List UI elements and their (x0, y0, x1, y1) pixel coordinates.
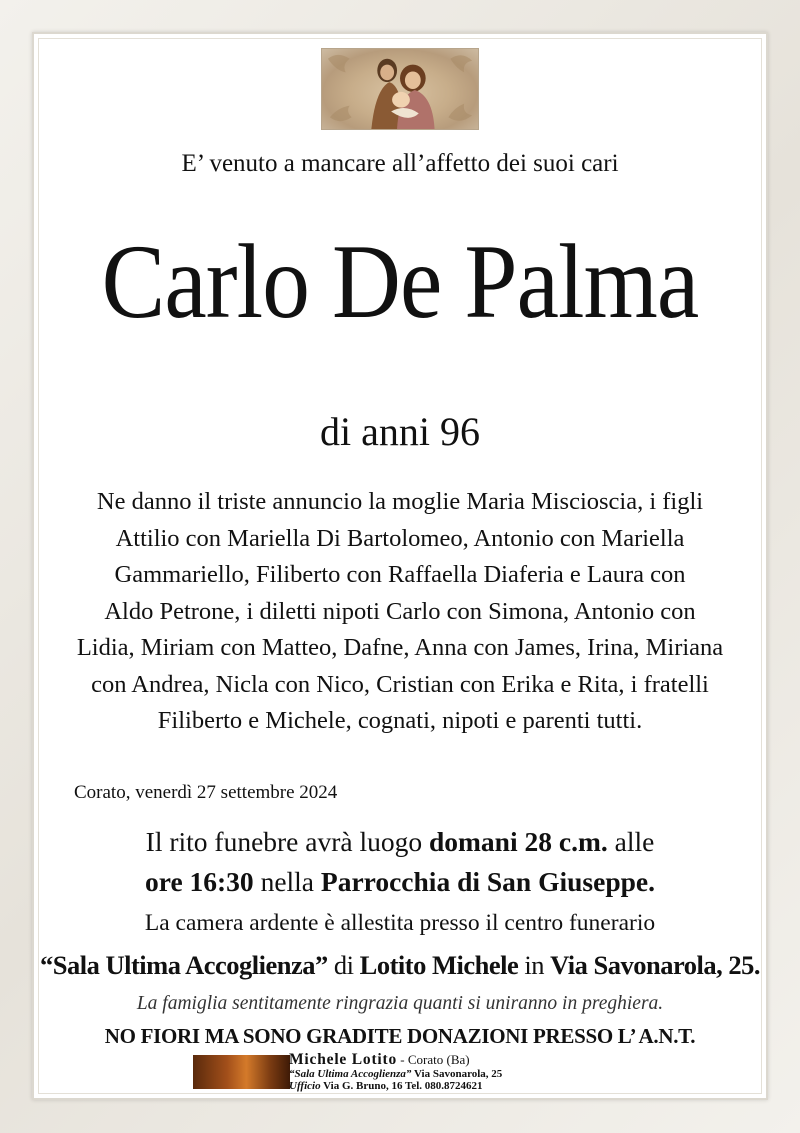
footer-office-line (289, 1080, 502, 1092)
funeral-home-logo-icon (193, 1055, 290, 1089)
rite-line-1 (0, 826, 800, 858)
footer-office-label: Ufficio (289, 1080, 321, 1092)
rite-text: nella (253, 866, 321, 897)
sala-address: Via Savonarola, 25. (550, 950, 761, 980)
deceased-name: Carlo De Palma (101, 223, 699, 340)
footer-text-block (289, 1052, 502, 1092)
footer-city: - Corato (Ba) (397, 1052, 470, 1067)
funeral-home-footer (193, 1052, 613, 1092)
rite-text: Il rito funebre avrà luogo (145, 826, 429, 857)
footer-sala-name: “Sala Ultima Accoglienza” (289, 1068, 412, 1080)
camera-ardente-text: La camera ardente è allestita presso il centro funerario (144, 910, 656, 936)
rite-time: ore 16:30 (144, 866, 254, 897)
no-flowers-text (0, 1024, 800, 1049)
footer-sala-line (289, 1068, 502, 1080)
footer-brand: Michele Lotito (289, 1051, 398, 1068)
sala-line (0, 950, 800, 981)
announcement-paragraph (60, 484, 740, 740)
sala-text: in (518, 950, 551, 980)
footer-brand-line (289, 1052, 502, 1068)
rite-text: alle (607, 826, 655, 857)
rite-date: domani 28 c.m. (428, 826, 608, 857)
footer-office-address: Via G. Bruno, 16 Tel. 080.8724621 (320, 1080, 483, 1092)
announcement-line: Aldo Petrone, i diletti nipoti Carlo con Simona, Antonio con (104, 597, 696, 625)
announcement-line: Gammariello, Filiberto con Raffaella Diaferia e Laura con (114, 561, 686, 588)
announcement-line: Lidia, Miriam con Matteo, Dafne, Anna con James, Irina, Miriana (76, 634, 724, 661)
place-date: Corato, venerdì 27 settembre 2024 (74, 782, 338, 803)
holy-family-icon (321, 48, 479, 130)
footer-sala-address: Via Savonarola, 25 (411, 1068, 503, 1080)
announcement-line: con Andrea, Nicla con Nico, Cristian con Erika e Rita, i fratelli (91, 670, 709, 698)
sala-text: di (327, 950, 360, 980)
announcement-line: Attilio con Mariella Di Bartolomeo, Antonio con Mariella (115, 524, 685, 552)
deceased-age: di anni 96 (320, 409, 480, 454)
no-flowers-bold: NO FIORI MA SONO GRADITE DONAZIONI PRESSO L’ A.N.T. (104, 1024, 696, 1048)
sala-name: “Sala Ultima Accoglienza” (39, 950, 328, 980)
thanks-text: La famiglia sentitamente ringrazia quanti si uniranno in preghiera. (136, 993, 664, 1014)
announcement-line: Ne danno il triste annuncio la moglie Maria Miscioscia, i figli (96, 488, 704, 515)
sala-owner: Lotito Michele (359, 950, 519, 980)
intro-text: E’ venuto a mancare all’affetto dei suoi cari (181, 150, 619, 177)
rite-church: Parrocchia di San Giuseppe. (320, 866, 655, 897)
announcement-line: Filiberto e Michele, cognati, nipoti e parenti tutti. (157, 707, 643, 734)
rite-line-2 (0, 866, 800, 898)
